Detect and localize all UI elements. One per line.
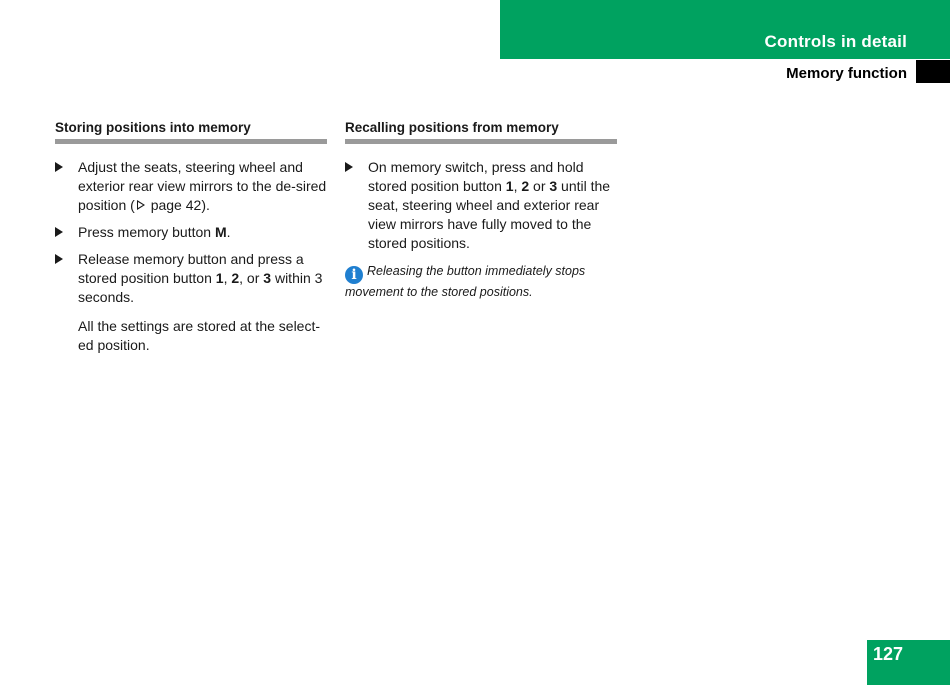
page-reference-arrow-icon xyxy=(137,200,145,210)
page-reference-link[interactable]: page 42 xyxy=(150,197,202,213)
memory-button-label: M xyxy=(214,224,227,240)
storing-heading: Storing positions into memory xyxy=(55,120,327,144)
step-text: Release memory button and press a stored position button xyxy=(78,251,304,286)
step-press-m xyxy=(55,223,327,242)
section-tab-marker xyxy=(916,60,950,83)
recalling-heading: Recalling positions from memory xyxy=(345,120,617,144)
info-text: Releasing the button immediately stops movement to the stored positions. xyxy=(345,264,586,299)
position-button-2: 2 xyxy=(231,270,240,286)
bullet-icon xyxy=(345,162,353,172)
step-text: within 3 seconds. xyxy=(78,270,323,305)
step-text: until the seat, steering wheel and exterior rear view mirrors have fully moved to the stored positions. xyxy=(368,178,611,251)
section-title: Memory function xyxy=(786,65,907,82)
left-column xyxy=(55,120,327,355)
step-text: Press memory button xyxy=(78,224,215,240)
chapter-title: Controls in detail xyxy=(764,32,907,51)
step-text: . xyxy=(226,224,231,240)
position-button-2: 2 xyxy=(521,178,530,194)
step-text: On memory switch, press and hold stored position button xyxy=(368,159,584,194)
position-button-1: 1 xyxy=(215,270,224,286)
bullet-icon xyxy=(55,254,63,264)
info-note xyxy=(345,263,617,301)
step-text: ). xyxy=(201,197,210,213)
position-button-3: 3 xyxy=(549,178,558,194)
stored-note: All the settings are stored at the select-ed position. xyxy=(78,318,321,353)
separator: , xyxy=(223,270,232,286)
separator: or xyxy=(529,178,550,194)
bullet-icon xyxy=(55,162,63,172)
info-icon: i xyxy=(345,266,363,284)
position-button-1: 1 xyxy=(505,178,514,194)
step-adjust xyxy=(55,158,327,215)
middle-column xyxy=(345,120,617,301)
page-number: 127 xyxy=(873,644,904,664)
bullet-icon xyxy=(55,227,63,237)
step-release xyxy=(55,250,327,307)
step-text: Adjust the seats, steering wheel and exterior rear view mirrors to the de-sired position ( xyxy=(78,159,327,213)
step-recall xyxy=(345,158,617,253)
separator: , or xyxy=(239,270,264,286)
separator: , xyxy=(513,178,522,194)
position-button-3: 3 xyxy=(263,270,272,286)
